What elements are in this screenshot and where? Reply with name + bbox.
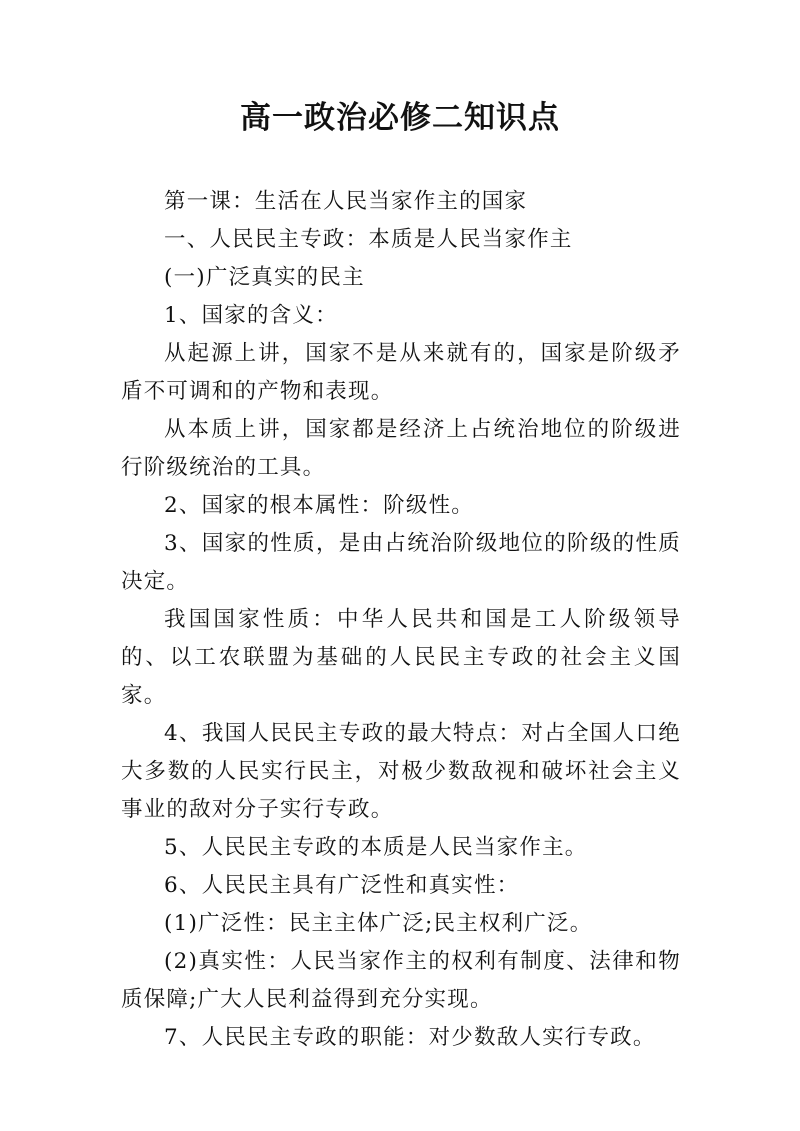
body-paragraph: 我国国家性质：中华人民共和国是工人阶级领导的、以工农联盟为基础的人民民主专政的社会主义国家。 [121, 607, 681, 708]
section-heading: 一、人民民主专政：本质是人民当家作主 [164, 227, 573, 252]
point-heading: 2、国家的根本属性：阶级性。 [164, 493, 474, 518]
document-body [121, 183, 681, 1057]
body-paragraph: 从本质上讲，国家都是经济上占统治地位的阶级进行阶级统治的工具。 [121, 417, 681, 480]
point-heading: 7、人民民主专政的职能：对少数敌人实行专政。 [164, 1025, 656, 1050]
point-heading: 4、我国人民民主专政的最大特点：对占全国人口绝大多数的人民实行民主，对极少数敌视和破坏社会主义事业的敌对分子实行专政。 [121, 721, 681, 822]
point-heading: 5、人民民主专政的本质是人民当家作主。 [164, 835, 588, 860]
point-heading: 6、人民民主具有广泛性和真实性： [164, 873, 520, 898]
body-paragraph: (2)真实性：人民当家作主的权利有制度、法律和物质保障;广大人民利益得到充分实现。 [121, 949, 681, 1012]
point-heading: 1、国家的含义： [164, 303, 338, 328]
body-paragraph: 从起源上讲，国家不是从来就有的，国家是阶级矛盾不可调和的产物和表现。 [121, 341, 681, 404]
point-heading: 3、国家的性质，是由占统治阶级地位的阶级的性质决定。 [121, 531, 681, 594]
lesson-heading: 第一课：生活在人民当家作主的国家 [164, 189, 528, 214]
document-title: 高一政治必修二知识点 [240, 100, 560, 136]
subsection-heading: (一)广泛真实的民主 [164, 265, 365, 290]
body-paragraph: (1)广泛性：民主主体广泛;民主权利广泛。 [164, 911, 593, 936]
